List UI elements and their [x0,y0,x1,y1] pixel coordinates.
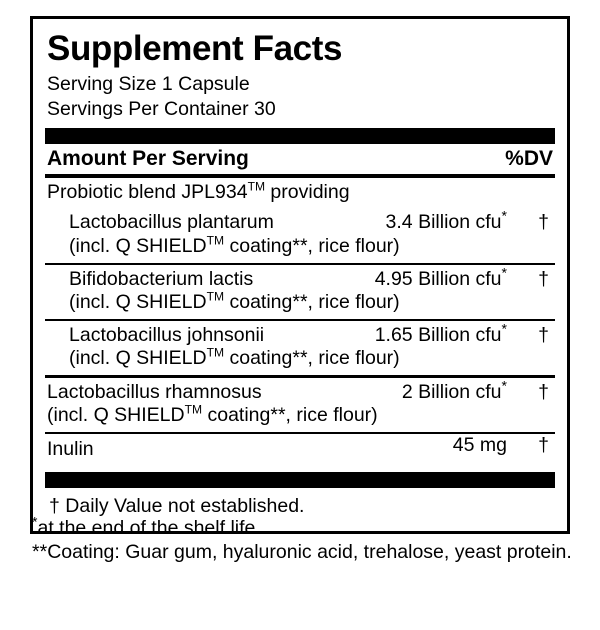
servings-per-container: Servings Per Container 30 [47,97,276,120]
ingredient-coating-note: (incl. Q SHIELD™ coating**, rice flour) [69,289,400,314]
ingredient-row [45,265,555,320]
ingredient-name: Lactobacillus johnsonii [69,323,265,346]
ingredient-name: Lactobacillus rhamnosus [47,380,262,403]
ingredient-dv: † [538,211,549,234]
serving-size: Serving Size 1 Capsule [47,72,250,95]
trademark-icon: TM [206,345,225,360]
ingredient-coating-note: (incl. Q SHIELD™ coating**, rice flour) [69,233,400,258]
footnotes [32,513,580,565]
amount-per-serving-header [45,144,555,178]
ingredient-amount: 45 mg [452,433,507,456]
ingredient-amount: 2 Billion cfu* [401,377,507,403]
blend-suffix: providing [265,180,350,203]
trademark-icon: TM [206,289,225,304]
page-title: Supplement Facts [47,29,343,68]
ingredient-amount: 1.65 Billion cfu* [374,320,507,346]
ingredient-row [45,321,555,376]
ingredient-dv: † [538,433,549,456]
divider-thick [45,128,555,144]
asterisk-icon: * [32,513,38,530]
ingredient-coating-note: (incl. Q SHIELD™ coating**, rice flour) [69,345,400,370]
asterisk-icon: * [501,207,507,224]
trademark-icon: TM [184,402,203,417]
daily-value-note: † Daily Value not established. [49,495,305,518]
footnote-coating: **Coating: Guar gum, hyaluronic acid, trehalose, yeast protein. [32,541,572,564]
trademark-icon: TM [206,233,225,248]
asterisk-icon: * [501,264,507,280]
ingredient-amount: 4.95 Billion cfu* [374,264,507,290]
ingredient-dv: † [538,380,549,403]
probiotic-blend-heading [45,178,555,209]
asterisk-icon: * [501,377,507,394]
amount-per-serving-label: Amount Per Serving [47,146,249,170]
divider-thick [45,472,555,488]
percent-dv-label: %DV [505,146,553,170]
blend-name: Probiotic blend JPL934 [47,180,248,203]
ingredient-amount: 3.4 Billion cfu* [385,207,507,234]
ingredient-name: Lactobacillus plantarum [69,211,274,234]
ingredient-dv: † [538,323,549,346]
ingredient-name: Inulin [47,437,94,460]
trademark-icon: TM [247,179,266,194]
ingredient-row [45,378,555,433]
footnote-shelf-life: *at the end of the shelf life [32,513,256,539]
ingredient-row [45,208,555,263]
ingredient-row-inulin [45,434,555,467]
asterisk-icon: * [501,320,507,337]
ingredient-name: Bifidobacterium lactis [69,267,254,290]
ingredient-coating-note: (incl. Q SHIELD™ coating**, rice flour) [47,402,378,427]
supplement-facts-panel [30,16,570,534]
ingredient-dv: † [538,267,549,290]
